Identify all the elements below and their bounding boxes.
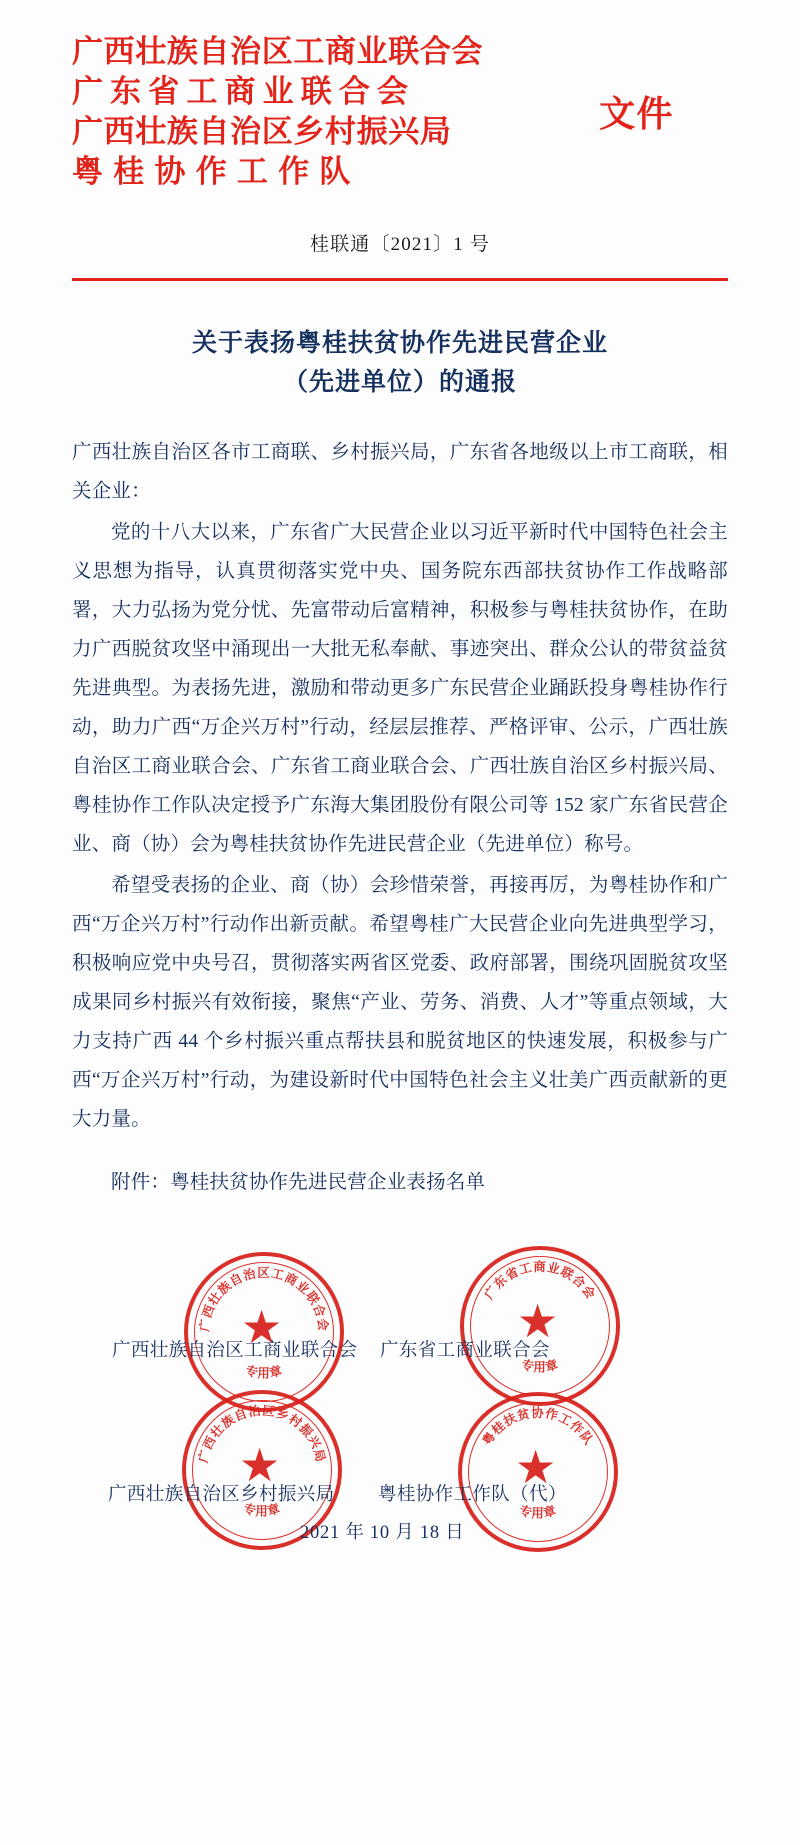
signature-area (72, 1242, 728, 1562)
org-line-2: 广东省工商业联合会 (72, 74, 416, 109)
document-number: 桂联通〔2021〕1 号 (310, 234, 490, 255)
title-line-1: 关于表扬粤桂扶贫协作先进民营企业 (191, 330, 608, 357)
body-paragraph-2: 希望受表扬的企业、商（协）会珍惜荣誉，再接再厉，为粤桂协作和广西“万企兴万村”行动作出新贡献。希望粤桂广大民营企业向先进典型学习，积极响应党中央号召，贯彻落实两省区党委、政府部署，围绕巩固脱贫攻坚成果同乡村振兴有效衔接，聚焦“产业、劳务、消费、人才”等重点领域，大力支持广西 44 个乡村振兴重点帮扶县和脱贫地区的快速发展，积极参与广西“万企兴万村”行动，为建设新时代中国特色社会主义壮美广西贡献新的更大力量。 (72, 874, 728, 1130)
svg-text:专用章: 专用章 (241, 1500, 283, 1519)
seal-gdgsl (460, 1246, 620, 1406)
svg-text:广东省工商业联合会: 广东省工商业联合会 (481, 1259, 599, 1302)
document-content (72, 0, 728, 1562)
seal-ygxzgzd (458, 1392, 618, 1552)
signature-org-4: 粤桂协作工作队（代） (378, 1484, 567, 1505)
org-line-1: 广西壮族自治区工商业联合会 (72, 34, 484, 69)
svg-text:粤桂扶贫协作工作队: 粤桂扶贫协作工作队 (479, 1405, 597, 1448)
letterhead (72, 0, 728, 187)
signature-org-3: 广西壮族自治区乡村振兴局 (108, 1484, 335, 1505)
red-divider-rule (72, 278, 728, 281)
signature-org-1: 广西壮族自治区工商业联合会 (112, 1340, 358, 1361)
signature-org-2: 广东省工商业联合会 (380, 1340, 550, 1361)
signature-date: 2021 年 10 月 18 日 (300, 1522, 465, 1543)
seal-gxgsl (184, 1252, 344, 1412)
body-paragraph-1: 党的十八大以来，广东省广大民营企业以习近平新时代中国特色社会主义思想为指导，认真贯彻落实党中央、国务院东西部扶贫协作工作战略部署，大力弘扬为党分忧、先富带动后富精神，积极参与粤桂扶贫协作，在助力广西脱贫攻坚中涌现出一大批无私奉献、事迹突出、群众公认的带贫益贫先进典型。为表扬先进，激励和带动更多广东民营企业踊跃投身粤桂协作行动，助力广西“万企兴万村”行动，经层层推荐、严格评审、公示，广西壮族自治区工商业联合会、广东省工商业联合会、广西壮族自治区乡村振兴局、粤桂协作工作队决定授予广东海大集团股份有限公司等 152 家广东省民营企业、商（协）会为粤桂扶贫协作先进民营企业（先进单位）称号。 (72, 521, 728, 855)
svg-text:专用章: 专用章 (517, 1502, 559, 1521)
attachment-line: 附件：粤桂扶贫协作先进民营企业表扬名单 (111, 1171, 486, 1193)
document-label: 文件 (599, 94, 674, 134)
svg-text:专用章: 专用章 (243, 1362, 285, 1381)
title-line-2: （先进单位）的通报 (282, 368, 517, 396)
svg-text:广西壮族自治区工商业联合会: 广西壮族自治区工商业联合会 (197, 1265, 331, 1332)
svg-text:广西壮族自治区乡村振兴局: 广西壮族自治区乡村振兴局 (196, 1403, 328, 1464)
org-line-3: 广西壮族自治区乡村振兴局 (72, 114, 452, 149)
svg-text:专用章: 专用章 (519, 1356, 561, 1375)
page-title (72, 325, 728, 403)
recipients-line: 广西壮族自治区各市工商联、乡村振兴局，广东省各地级以上市工商联，相关企业： (72, 441, 728, 502)
document-body (72, 433, 728, 1202)
org-line-4: 粤桂协作工作队 (72, 154, 361, 189)
